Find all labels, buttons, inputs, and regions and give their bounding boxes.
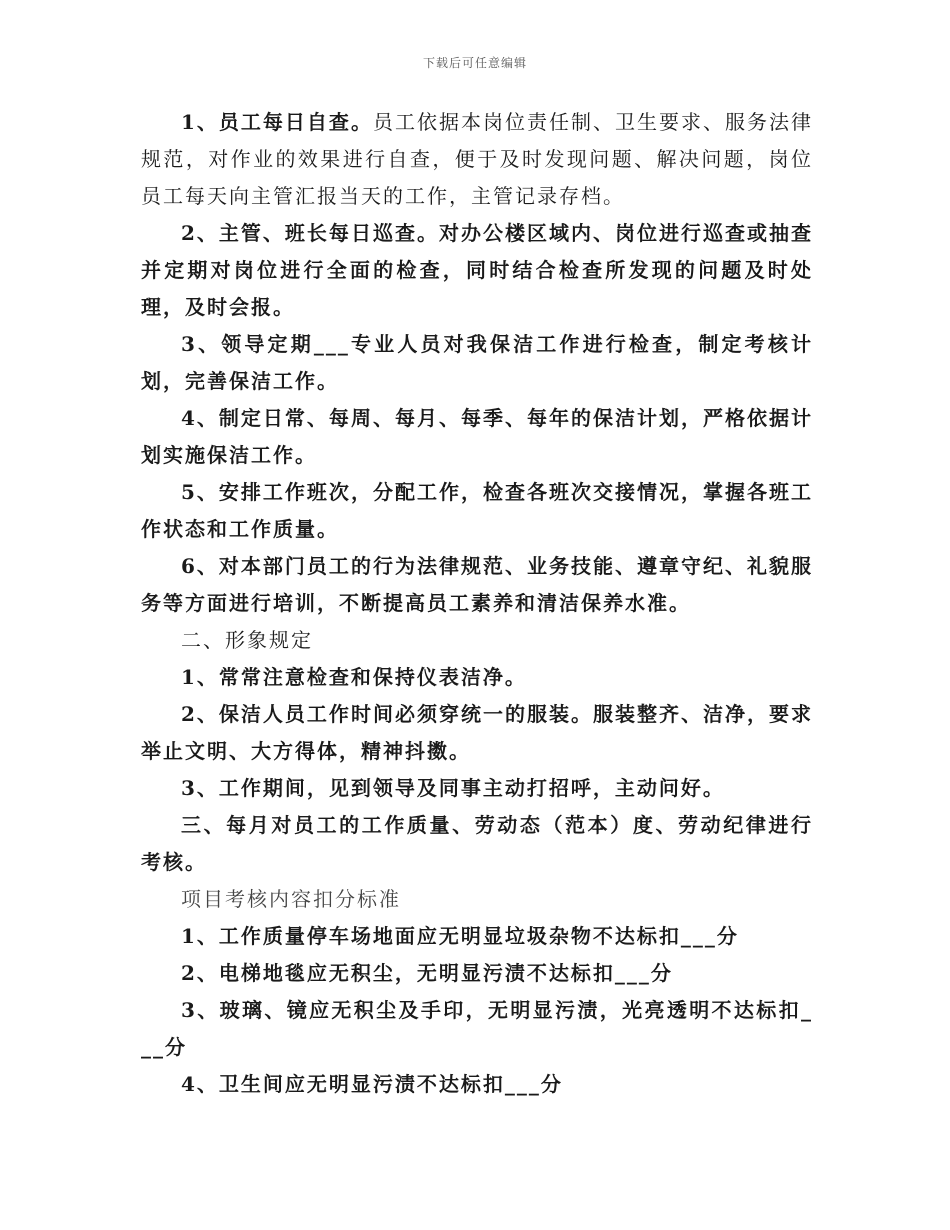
paragraph-self-check [141, 104, 813, 215]
paragraph-leader-inspection: 3、领导定期___专业人员对我保洁工作进行检查，制定考核计划，完善保洁工作。 [141, 332, 813, 393]
document-body [141, 104, 813, 1103]
assessment-item-glass: 3、玻璃、镜应无积尘及手印，无明显污渍，光亮透明不达标扣___分 [141, 998, 813, 1059]
paragraph-uniform: 2、保洁人员工作时间必须穿统一的服装。服装整齐、洁净，要求举止文明、大方得体，精神抖擞。 [141, 702, 813, 763]
paragraph-staff-training: 6、对本部门员工的行为法律规范、业务技能、遵章守纪、礼貌服务等方面进行培训，不断提高员工素养和清洁保养水准。 [141, 554, 813, 615]
paragraph-cleaning-plan: 4、制定日常、每周、每月、每季、每年的保洁计划，严格依据计划实施保洁工作。 [141, 406, 813, 467]
paragraph-shift-arrangement: 5、安排工作班次，分配工作，检查各班次交接情况，掌握各班工作状态和工作质量。 [141, 480, 813, 541]
assessment-item-elevator: 2、电梯地毯应无积尘，无明显污渍不达标扣___分 [181, 961, 673, 985]
paragraph-lead: 1、员工每日自查。 [181, 110, 373, 134]
page-header: 下载后可任意编辑 [422, 56, 527, 70]
assessment-item-restroom: 4、卫生间应无明显污渍不达标扣___分 [181, 1072, 563, 1096]
section-heading-image-rules: 二、形象规定 [181, 628, 313, 652]
paragraph-greeting: 3、工作期间，见到领导及同事主动打招呼，主动问好。 [181, 776, 725, 800]
assessment-item-parking: 1、工作质量停车场地面应无明显垃圾杂物不达标扣___分 [181, 924, 739, 948]
paragraph-daily-patrol: 2、主管、班长每日巡查。对办公楼区域内、岗位进行巡查或抽查并定期对岗位进行全面的检查，同时结合检查所发现的问题及时处理，及时会报。 [141, 221, 813, 319]
paragraph-appearance: 1、常常注意检查和保持仪表洁净。 [181, 665, 527, 689]
section-heading-monthly-assessment: 三、每月对员工的工作质量、劳动态（范本）度、劳动纪律进行考核。 [141, 813, 813, 874]
paragraph-text: 员工依据本岗位责任制、卫生要求、服务法律规范，对作业的效果进行自查，便于及时发现问题、解决问题，岗位员工每天向主管汇报当天的工作，主管记录存档。 [141, 110, 814, 208]
assessment-table-heading: 项目考核内容扣分标准 [181, 887, 401, 911]
